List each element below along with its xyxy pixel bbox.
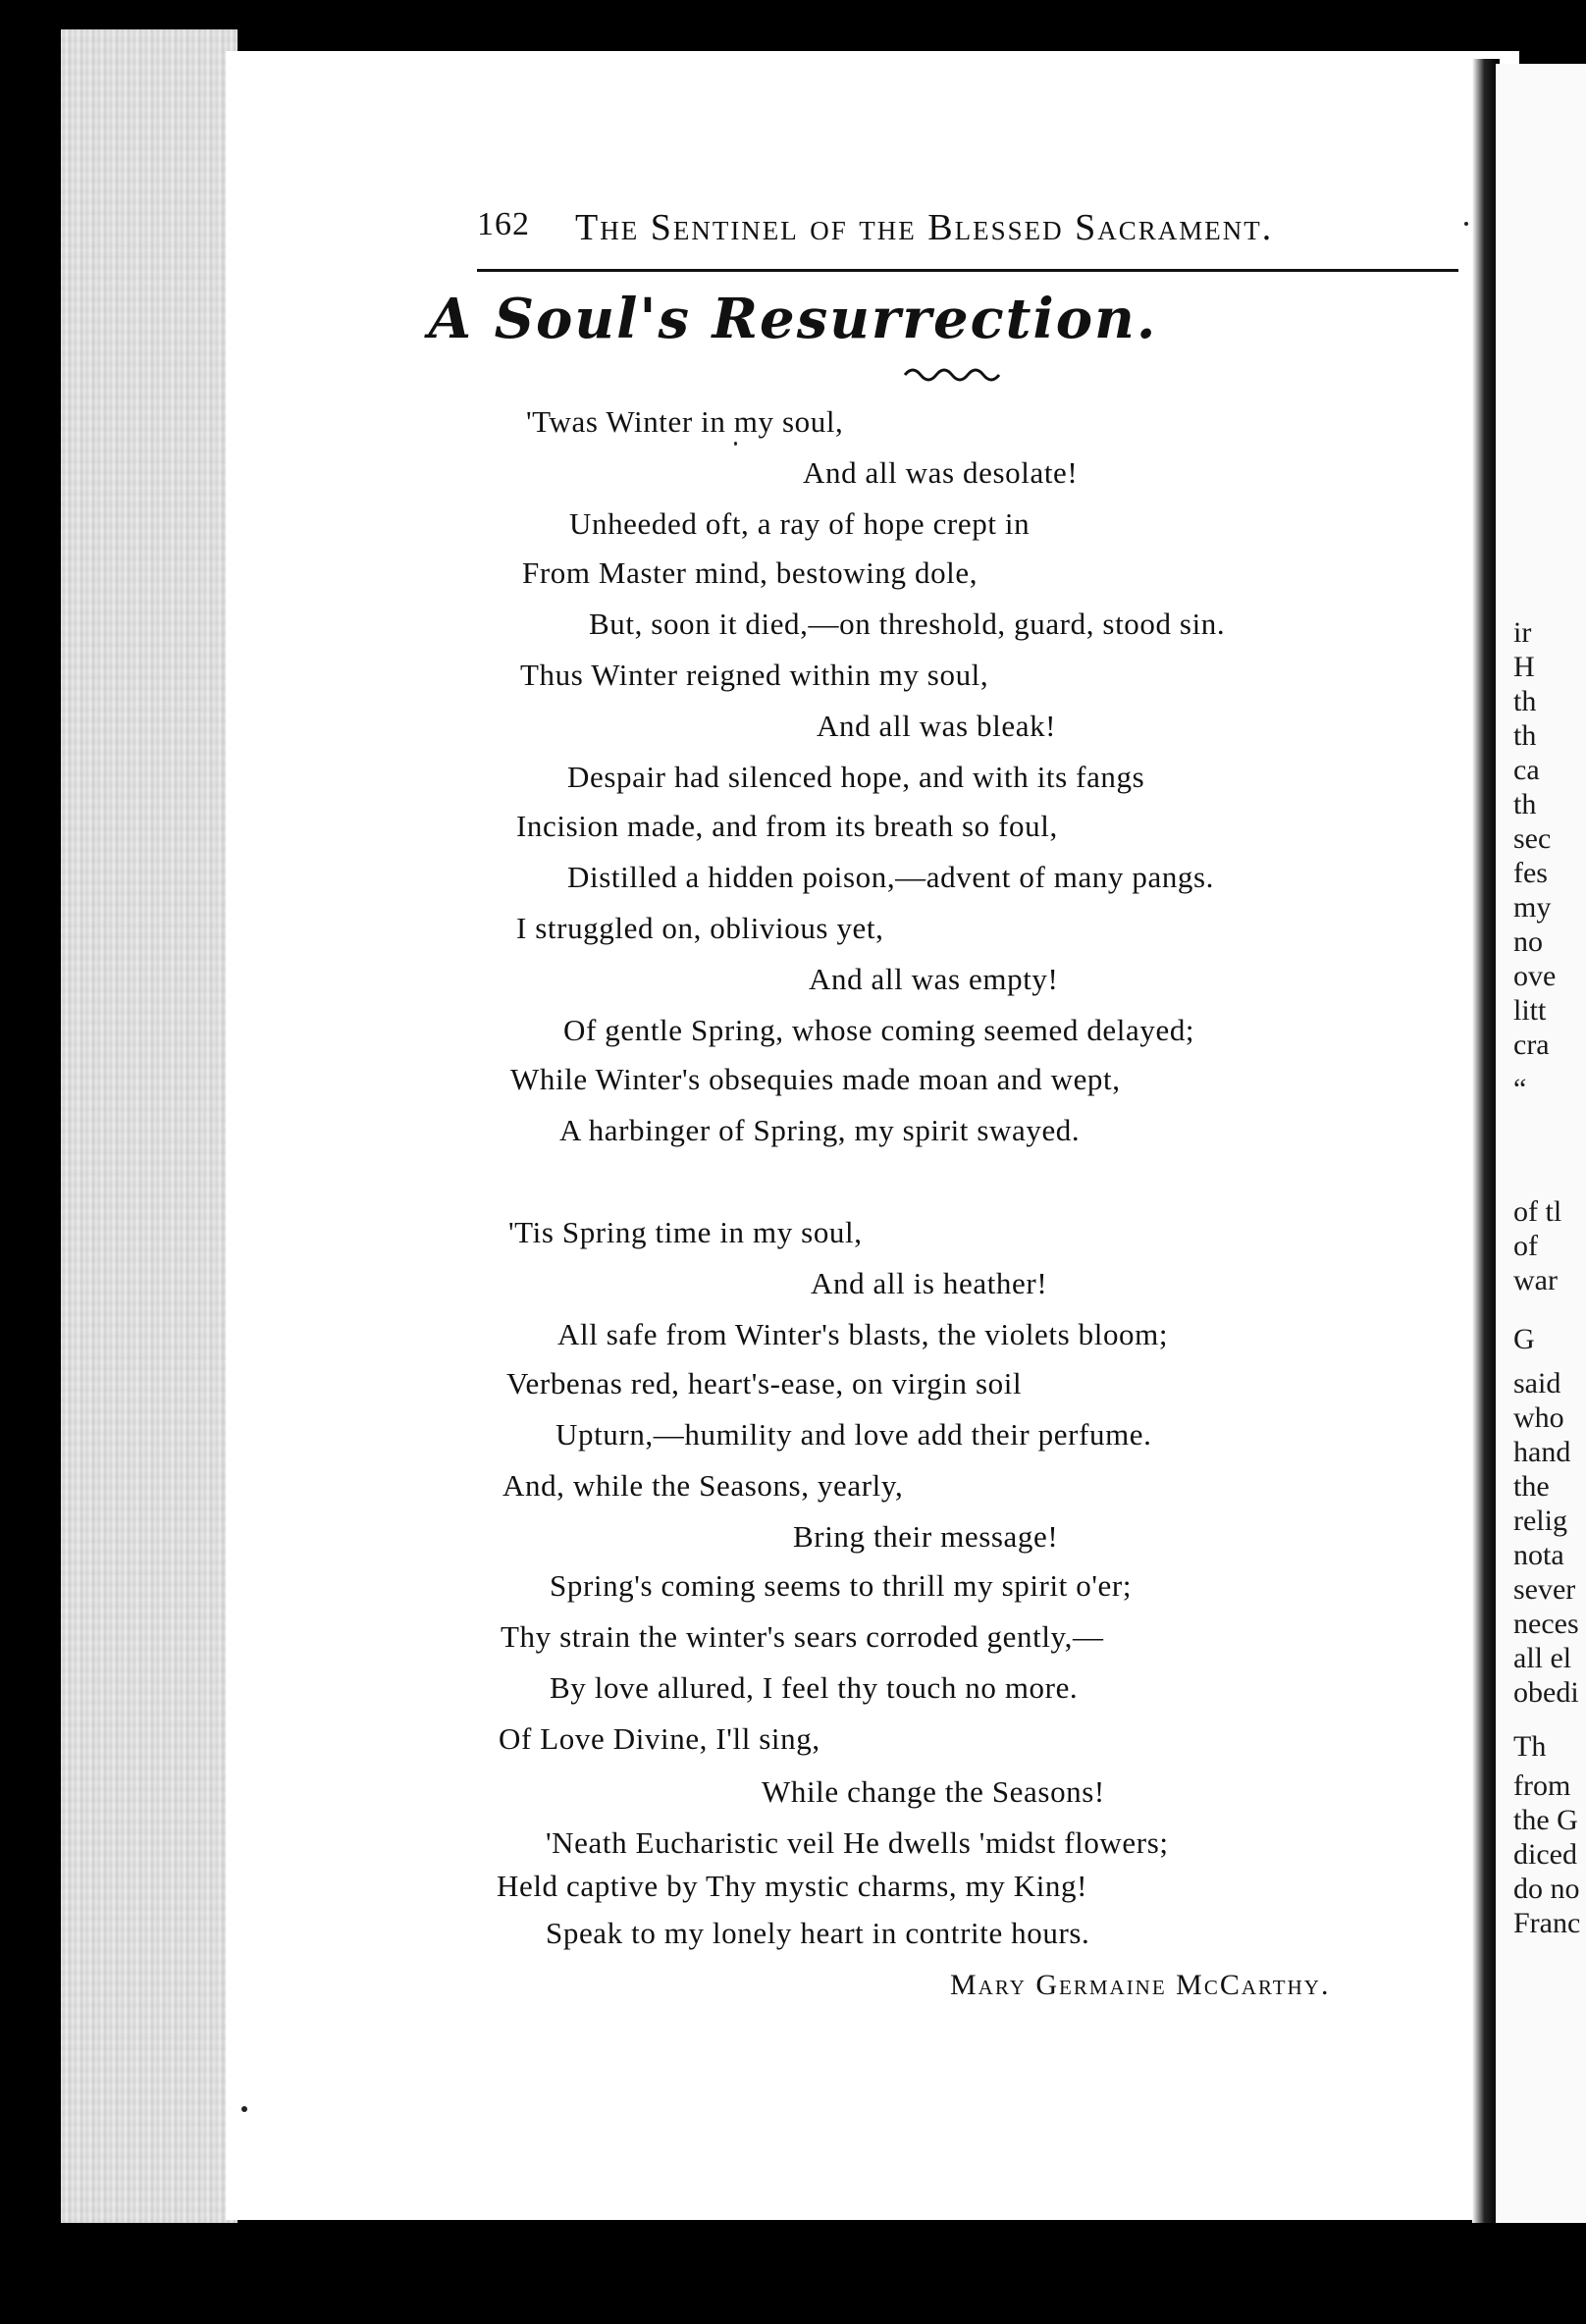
poem-line: Speak to my lonely heart in contrite hours. xyxy=(546,1916,1090,1950)
poem-line: Unheeded oft, a ray of hope crept in xyxy=(569,506,1031,541)
facing-page-fragment: of xyxy=(1513,1230,1538,1262)
poem-line: By love allured, I feel thy touch no more. xyxy=(550,1670,1079,1705)
facing-page-fragment: no xyxy=(1513,925,1543,958)
poem-line: Thy strain the winter's sears corroded gently,— xyxy=(501,1619,1104,1654)
facing-page-fragment: the G xyxy=(1513,1804,1578,1836)
poem-line: Of Love Divine, I'll sing, xyxy=(499,1721,820,1756)
facing-page-fragment: neces xyxy=(1513,1608,1579,1640)
facing-page-fragment: hand xyxy=(1513,1436,1571,1468)
poem-line: All safe from Winter's blasts, the violets bloom; xyxy=(557,1317,1169,1351)
poem-line: Spring's coming seems to thrill my spirit o'er; xyxy=(550,1568,1133,1603)
facing-page-fragment: war xyxy=(1513,1264,1558,1296)
author-signature: Mary Germaine McCarthy. xyxy=(950,1969,1331,2001)
poem-line: And all is heather! xyxy=(811,1266,1048,1300)
facing-page-fragment: obedi xyxy=(1513,1676,1579,1709)
poem-line: Incision made, and from its breath so foul, xyxy=(516,809,1058,843)
poem-line: 'Neath Eucharistic veil He dwells 'midst flowers; xyxy=(546,1825,1169,1860)
poem-line: Verbenas red, heart's-ease, on virgin soil xyxy=(506,1366,1023,1400)
poem-line: And all was desolate! xyxy=(803,455,1079,490)
poem-line: Of gentle Spring, whose coming seemed delayed; xyxy=(563,1013,1195,1047)
facing-page-fragment: all el xyxy=(1513,1642,1572,1674)
facing-page-fragment: H xyxy=(1513,651,1535,683)
scan-speck xyxy=(734,442,737,446)
facing-page-fragment: cra xyxy=(1513,1029,1550,1061)
page-number: 162 xyxy=(477,206,530,242)
poem-line: Distilled a hidden poison,—advent of many pangs. xyxy=(567,860,1215,894)
header-rule xyxy=(477,269,1458,272)
facing-page-fragment: ca xyxy=(1513,754,1540,786)
facing-page-fragment: th xyxy=(1513,685,1537,717)
poem-line: I struggled on, oblivious yet, xyxy=(516,911,884,945)
book-page-edges xyxy=(61,29,238,2223)
poem-line: A harbinger of Spring, my spirit swayed. xyxy=(559,1113,1081,1147)
poem-line: Held captive by Thy mystic charms, my King! xyxy=(497,1869,1088,1903)
poem-line: 'Twas Winter in my soul, xyxy=(526,404,844,439)
facing-page-fragment: Th xyxy=(1513,1730,1547,1763)
title-ornament xyxy=(903,361,1005,385)
poem-title: A Soul's Resurrection. xyxy=(428,287,1158,351)
scan-speck xyxy=(1464,222,1468,226)
facing-page-fragment: litt xyxy=(1513,994,1547,1027)
poem-line: 'Tis Spring time in my soul, xyxy=(508,1215,863,1249)
facing-page-fragment: ir xyxy=(1513,616,1532,649)
journal-title: The Sentinel of the Blessed Sacrament. xyxy=(575,207,1274,248)
facing-page-fragment: diced xyxy=(1513,1838,1577,1871)
poem-line: While change the Seasons! xyxy=(762,1774,1105,1809)
poem-line: And all was bleak! xyxy=(817,709,1057,743)
facing-page-fragment: Franc xyxy=(1513,1907,1581,1939)
poem-line: From Master mind, bestowing dole, xyxy=(522,555,978,590)
poem-line: Upturn,—humility and love add their perfume. xyxy=(555,1417,1152,1452)
facing-page-fragment: fes xyxy=(1513,857,1548,889)
facing-page-fragment: said xyxy=(1513,1367,1561,1400)
poem-line: While Winter's obsequies made moan and wept, xyxy=(510,1062,1121,1096)
facing-page-fragment: relig xyxy=(1513,1505,1567,1537)
facing-page-fragment: the xyxy=(1513,1470,1550,1503)
poem-line: Thus Winter reigned within my soul, xyxy=(520,658,989,692)
facing-page-fragment: of tl xyxy=(1513,1195,1562,1228)
scan-speck xyxy=(241,2106,247,2112)
facing-page-fragment: sec xyxy=(1513,822,1552,855)
facing-page-fragment: th xyxy=(1513,719,1537,752)
facing-page-fragment: nota xyxy=(1513,1539,1564,1571)
poem-line: And all was empty! xyxy=(809,962,1059,996)
facing-page-fragment: “ xyxy=(1513,1073,1527,1105)
facing-page-sliver xyxy=(1496,64,1586,2223)
facing-page-fragment: G xyxy=(1513,1323,1535,1355)
running-head xyxy=(477,206,1458,265)
facing-page-fragment: th xyxy=(1513,788,1537,820)
poem-line: Bring their message! xyxy=(793,1519,1059,1554)
poem-line: But, soon it died,—on threshold, guard, stood sin. xyxy=(589,607,1226,641)
facing-page-fragment: do no xyxy=(1513,1873,1580,1905)
facing-page-fragment: ove xyxy=(1513,960,1557,992)
poem-line: And, while the Seasons, yearly, xyxy=(502,1468,904,1503)
facing-page-fragment: sever xyxy=(1513,1573,1576,1606)
facing-page-fragment: who xyxy=(1513,1401,1564,1434)
poem-line: Despair had silenced hope, and with its fangs xyxy=(567,760,1145,794)
facing-page-fragment: my xyxy=(1513,891,1552,924)
facing-page-fragment: from xyxy=(1513,1769,1571,1802)
